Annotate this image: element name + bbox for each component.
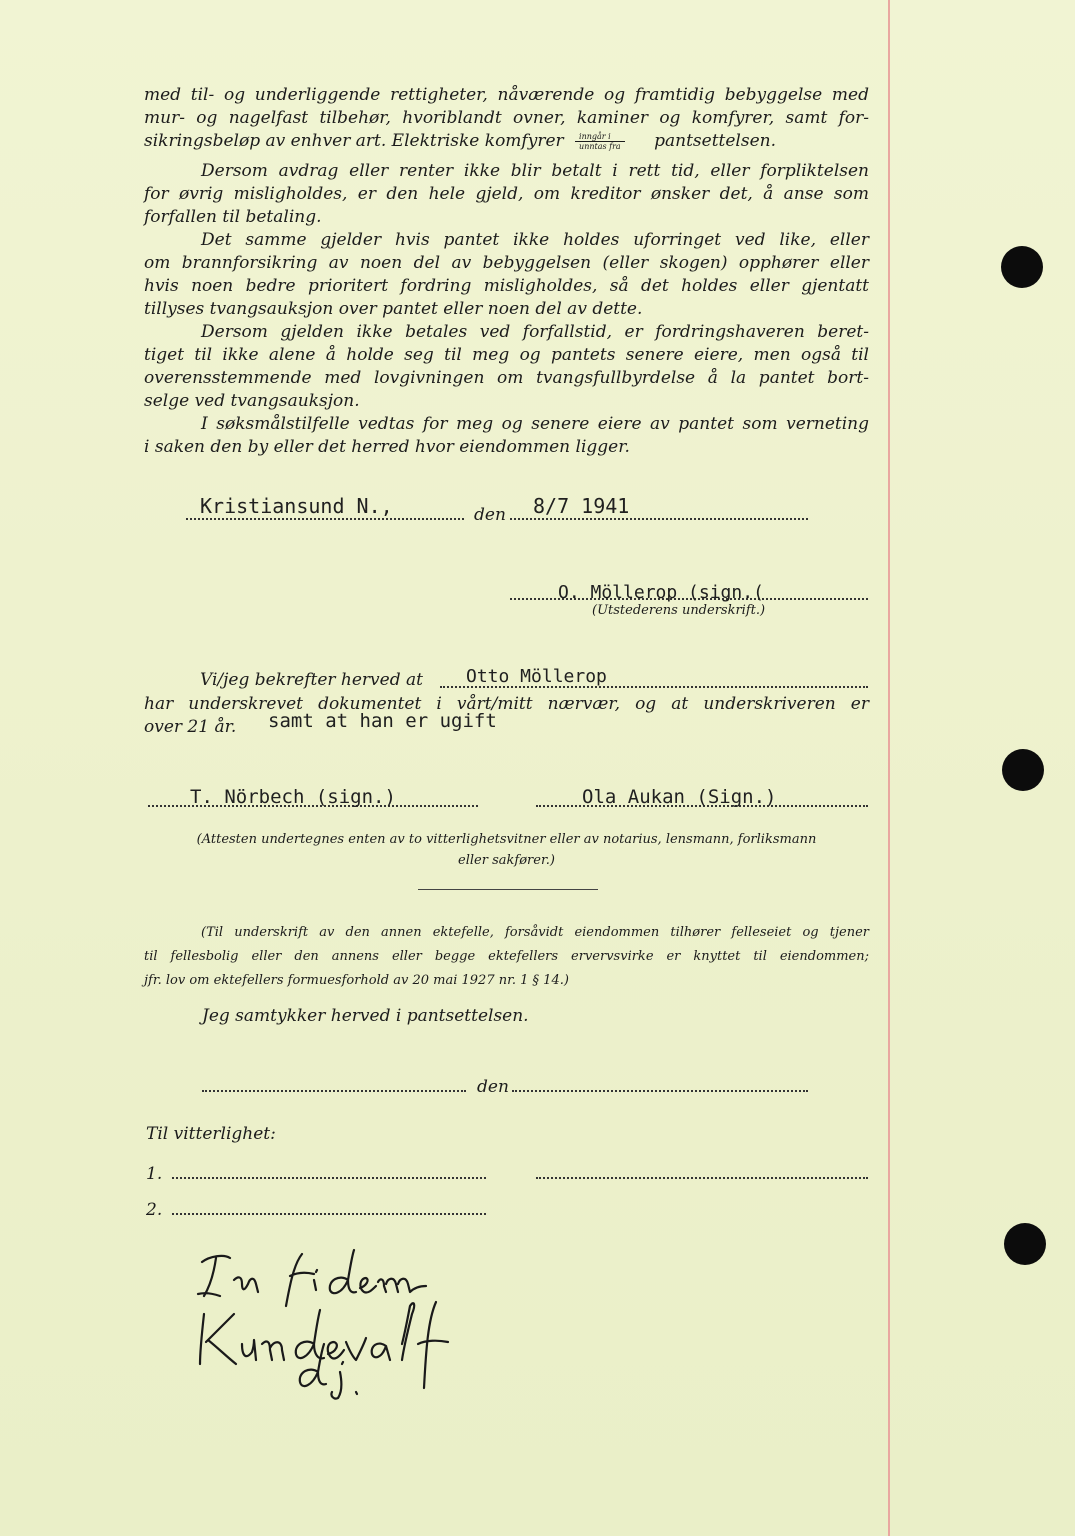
date-dotted-line [510, 518, 808, 520]
text-line: selge ved tvangsauksjon. [144, 391, 360, 411]
text-line: med til- og underliggende rettigheter, nåværende og framtidig bebyggelse med [144, 85, 869, 105]
text-line: i saken den by eller det herred hvor eiendommen ligger. [144, 437, 630, 457]
spouse-note [144, 921, 869, 993]
text-line: Dersom avdrag eller renter ikke blir betalt i rett tid, eller forpliktelsen [201, 161, 869, 181]
age-label: over 21 år. [144, 717, 237, 737]
fraction-numerator: inngår i [575, 132, 625, 142]
section-divider [418, 889, 598, 890]
text-line: forfallen til betaling. [144, 207, 322, 227]
clause-paragraph-1 [144, 84, 869, 153]
spouse-date-line [512, 1090, 808, 1092]
witness-caption-line: eller sakfører.) [458, 853, 555, 868]
spouse-witness2-line [172, 1213, 486, 1215]
witness-caption [144, 829, 869, 871]
text-segment: sikringsbeløp av enhver art. Elektriske komfyrer [144, 131, 564, 151]
confirmation-text [144, 693, 869, 716]
marital-status-typed: samt at han er ugift [268, 710, 497, 732]
text-line: mur- og nagelfast tilbehør, hvoriblandt ovner, kaminer og komfyrer, samt for- [144, 108, 869, 128]
text-line: I søksmålstilfelle vedtas for meg og senere eiere av pantet som verneting [201, 414, 869, 434]
punch-hole [1004, 1223, 1046, 1265]
witness-number-2: 2. [146, 1200, 163, 1220]
text-line: om brannforsikring av noen del av bebyggelsen (eller skogen) opphører eller [144, 253, 869, 273]
text-line: Dersom gjelden ikke betales ved forfallstid, er fordringshaveren beret- [201, 322, 869, 342]
text-line: overensstemmende med lovgivningen om tvangsfullbyrdelse å la pantet bort- [144, 368, 869, 388]
vitterlighet-label: Til vitterlighet: [146, 1124, 276, 1144]
den-label: den [474, 505, 506, 525]
text-line: tillyses tvangsauksjon over pantet eller noen del av dette. [144, 299, 643, 319]
confirmation-name-typed: Otto Möllerop [466, 666, 607, 687]
text-line: Det samme gjelder hvis pantet ikke holdes uforringet ved like, eller [201, 230, 869, 250]
spouse-witness1b-line [536, 1177, 868, 1179]
place-typed: Kristiansund N., [200, 494, 393, 518]
clause-paragraph-4 [144, 321, 869, 413]
place-dotted-line [186, 518, 464, 520]
fraction-choice [575, 132, 625, 151]
text-line: tiget til ikke alene å holde seg til meg og pantets senere eiere, men også til [144, 345, 869, 365]
confirmation-label: Vi/jeg bekrefter herved at [200, 670, 423, 690]
spouse-witness1-line [172, 1177, 486, 1179]
text-line: jfr. lov om ektefellers formuesforhold av 20 mai 1927 nr. 1 § 14.) [144, 973, 569, 988]
clause-paragraph-2 [144, 160, 869, 229]
witness-number-1: 1. [146, 1164, 163, 1184]
text-line: har underskrevet dokumentet i vårt/mitt nærvær, og at underskriveren er [144, 694, 869, 714]
issuer-caption: (Utstederens underskrift.) [592, 603, 766, 618]
spouse-place-line [202, 1090, 466, 1092]
text-line: for øvrig misligholdes, er den hele gjeld, om kreditor ønsker det, å anse som [144, 184, 869, 204]
issuer-signature-typed: O. Möllerop (sign.( [558, 582, 764, 603]
witness-caption-line: (Attesten undertegnes enten av to vitterlighetsvitner eller av notarius, lensmann, forliksmann [196, 832, 817, 847]
text-line [144, 130, 869, 153]
punch-hole [1001, 246, 1043, 288]
handwritten-signature [190, 1240, 470, 1400]
fraction-denominator: unntas fra [579, 142, 621, 151]
margin-line [888, 0, 890, 1536]
spouse-den-label: den [477, 1077, 509, 1097]
punch-hole [1002, 749, 1044, 791]
consent-text: Jeg samtykker herved i pantsettelsen. [202, 1006, 529, 1026]
date-typed: 8/7 1941 [533, 494, 630, 518]
text-line: (Til underskrift av den annen ektefelle, forsåvidt eiendommen tilhører felleseiet og tjener [201, 925, 869, 940]
text-line: hvis noen bedre prioritert fordring misligholdes, så det holdes eller gjentatt [144, 276, 869, 296]
text-segment: pantsettelsen. [654, 131, 776, 151]
clause-paragraph-3 [144, 229, 869, 321]
witness2-typed: Ola Aukan (Sign.) [582, 786, 777, 808]
clause-paragraph-5 [144, 413, 869, 459]
witness1-typed: T. Nörbech (sign.) [190, 786, 396, 808]
text-line: til fellesbolig eller den annens eller begge ektefellers ervervsvirke er knyttet til eiendommen; [144, 949, 869, 964]
